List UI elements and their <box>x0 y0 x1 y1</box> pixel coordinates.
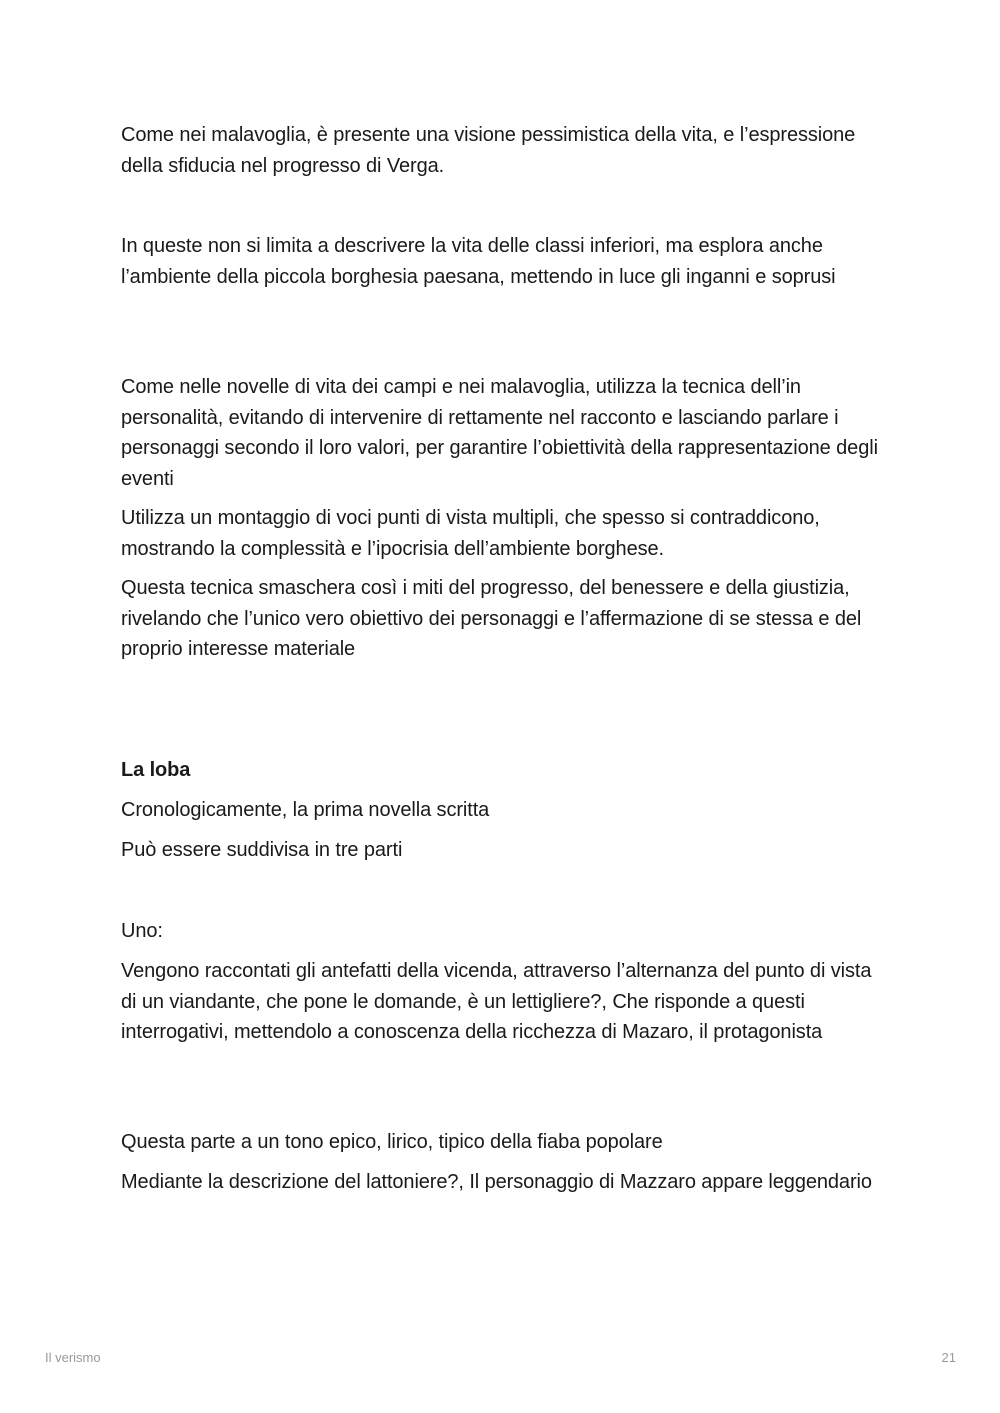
paragraph-impersonalita: Come nelle novelle di vita dei campi e nei malavoglia, utilizza la tecnica dell’in personalità, evitando di intervenire di rettamente nel racconto e lasciando parlare i personaggi secondo il loro valori, per garantire l’obiettività della rappresentazione degli eventi <box>121 376 878 490</box>
paragraph-pessimism: Come nei malavoglia, è presente una visione pessimistica della vita, e l’espressione della sfiducia nel progresso di Verga. <box>121 124 856 177</box>
paragraph-mazzaro: Mediante la descrizione del lattoniere?, Il personaggio di Mazzaro appare leggendario <box>121 1171 872 1193</box>
paragraph-antefatti: Vengono raccontati gli antefatti della vicenda, attraverso l’alternanza del punto di vista di un viandante, che pone le domande, è un lettigliere?, Che risponde a questi interrogativi, mettendolo a conoscenza della ricchezza di Mazaro, il protagonista <box>121 960 872 1043</box>
line-uno: Uno: <box>121 920 163 942</box>
paragraph-smaschera: Questa tecnica smaschera così i miti del progresso, del benessere e della giustizia, rivelando che l’unico vero obiettivo dei personaggi e l’affermazione di se stessa e del proprio interesse materiale <box>121 577 862 660</box>
section-heading: La loba <box>121 759 191 781</box>
line-suddivisione: Può essere suddivisa in tre parti <box>121 839 403 861</box>
footer-title: Il verismo <box>45 1350 101 1365</box>
line-tono: Questa parte a un tono epico, lirico, tipico della fiaba popolare <box>121 1131 663 1153</box>
paragraph-borghesia: In queste non si limita a descrivere la vita delle classi inferiori, ma esplora anche l’ambiente della piccola borghesia paesana, mettendo in luce gli inganni e soprusi <box>121 235 836 288</box>
paragraph-montaggio: Utilizza un montaggio di voci punti di vista multipli, che spesso si contraddicono, mostrando la complessità e l’ipocrisia dell’ambiente borghese. <box>121 507 820 560</box>
line-cronologia: Cronologicamente, la prima novella scritta <box>121 799 490 821</box>
page-number: 21 <box>941 1350 956 1365</box>
